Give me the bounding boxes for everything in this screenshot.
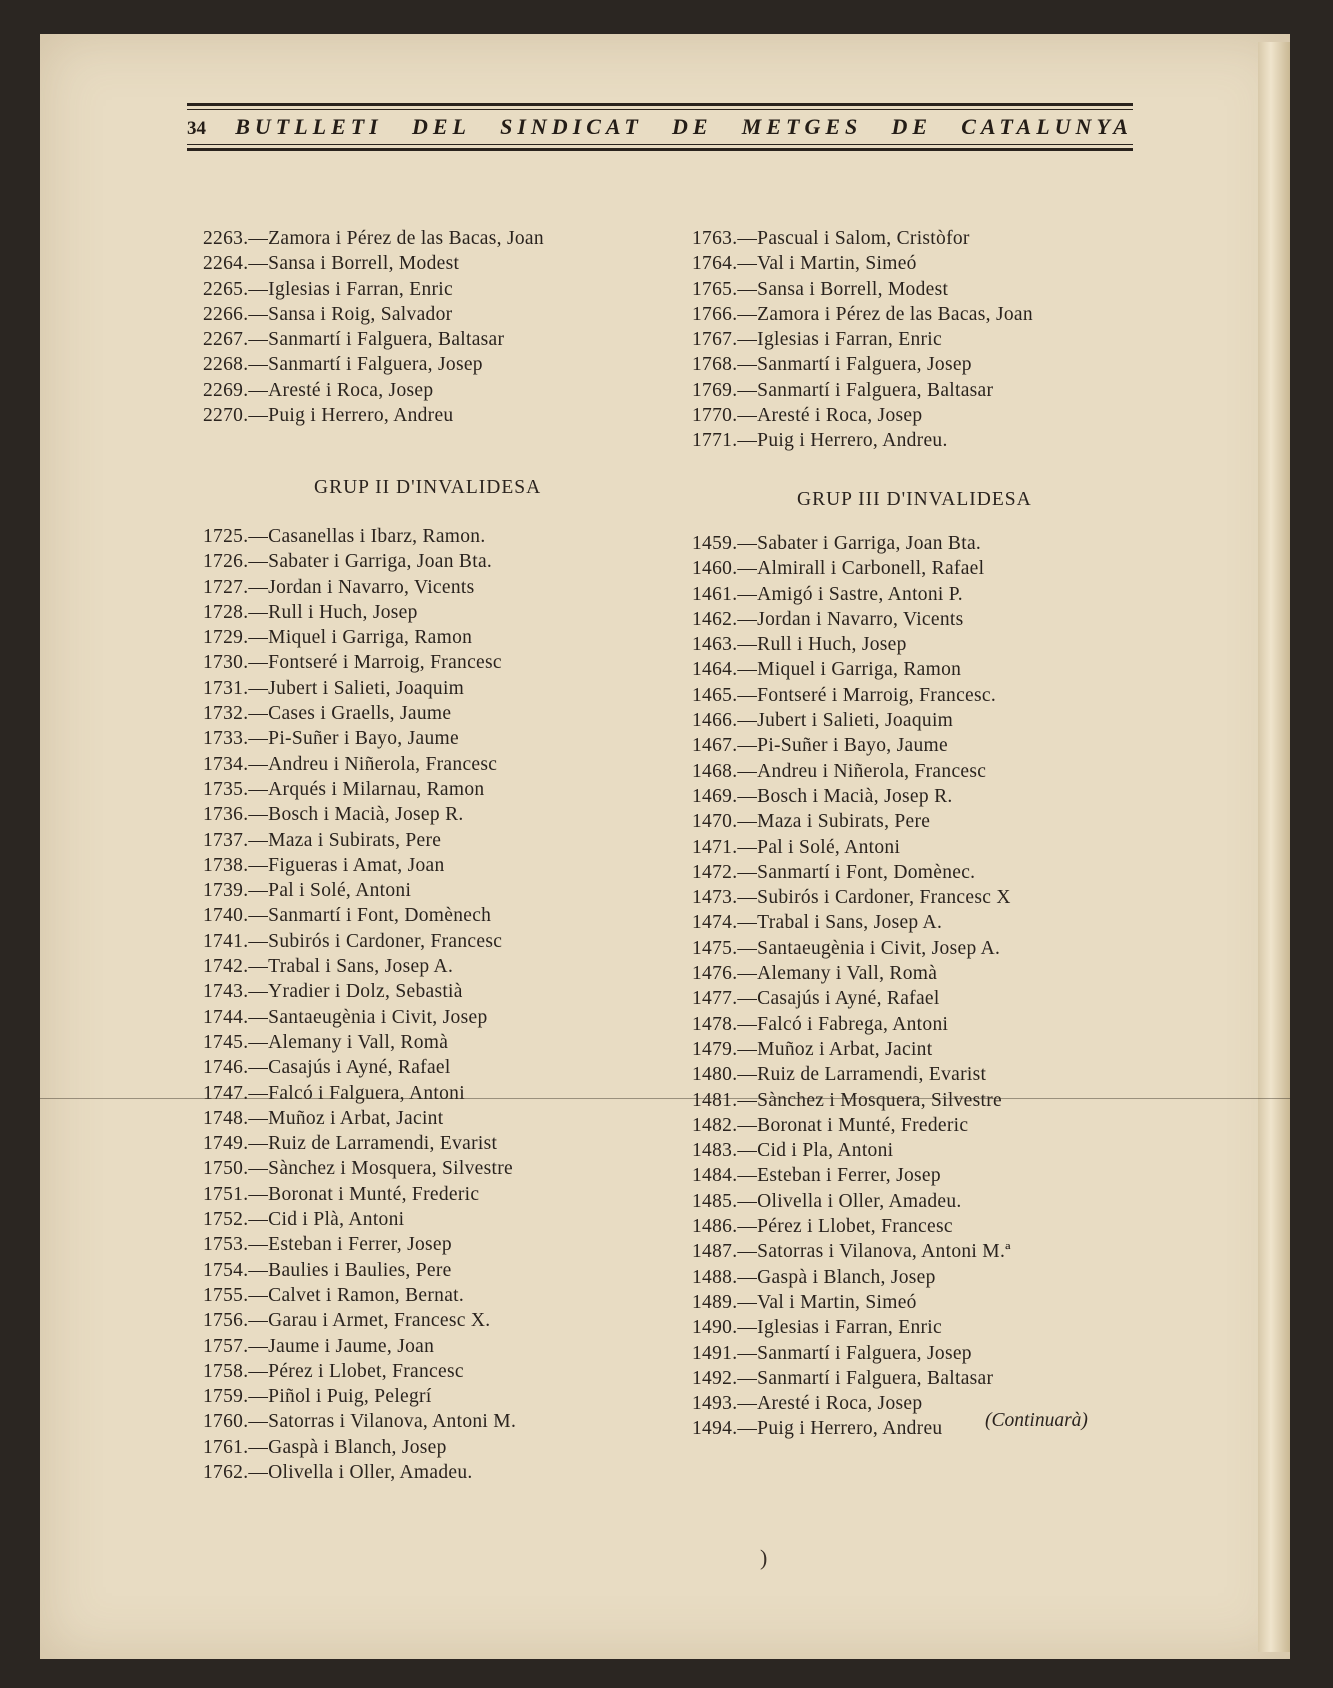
list-entry: 1462.—Jordan i Navarro, Vicents	[692, 608, 964, 630]
list-entry: 1472.—Sanmartí i Font, Domènec.	[692, 861, 976, 883]
header-word: BUTLLETI	[235, 114, 383, 139]
list-entry: 1747.—Falcó i Falguera, Antoni	[203, 1082, 465, 1104]
list-entry: 1746.—Casajús i Ayné, Rafael	[203, 1057, 451, 1079]
continuation-note: (Continuarà)	[985, 1410, 1088, 1431]
header-word: DE	[672, 114, 713, 139]
list-entry: 1749.—Ruiz de Larramendi, Evarist	[203, 1133, 498, 1155]
list-entry: 1489.—Val i Martin, Simeó	[692, 1291, 917, 1313]
list-entry: 1757.—Jaume i Jaume, Joan	[203, 1335, 435, 1357]
list-entry: 1731.—Jubert i Salieti, Joaquim	[203, 677, 465, 699]
list-entry: 1478.—Falcó i Fabrega, Antoni	[692, 1013, 949, 1035]
list-entry: 1471.—Pal i Solé, Antoni	[692, 836, 901, 858]
list-entry: 1741.—Subirós i Cardoner, Francesc	[203, 930, 503, 952]
list-entry: 1470.—Maza i Subirats, Pere	[692, 811, 931, 833]
list-entry: 1756.—Garau i Armet, Francesc X.	[203, 1310, 491, 1332]
header-title-row	[187, 110, 1133, 142]
list-entry: 1735.—Arqués i Milarnau, Ramon	[203, 778, 485, 800]
list-entry: 2270.—Puig i Herrero, Andreu	[203, 405, 454, 427]
list-entry: 2266.—Sansa i Roig, Salvador	[203, 303, 453, 325]
list-entry: 1737.—Maza i Subirats, Pere	[203, 829, 442, 851]
list-entry: 1480.—Ruiz de Larramendi, Evarist	[692, 1064, 987, 1086]
list-entry: 1730.—Fontseré i Marroig, Francesc	[203, 652, 502, 674]
list-entry: 1493.—Aresté i Roca, Josep	[692, 1393, 923, 1415]
list-entry: 1753.—Esteban i Ferrer, Josep	[203, 1234, 452, 1256]
list-entry: 1738.—Figueras i Amat, Joan	[203, 854, 445, 876]
list-entry: 1728.—Rull i Huch, Josep	[203, 601, 418, 623]
list-entry: 2265.—Iglesias i Farran, Enric	[203, 278, 453, 300]
list-entry: 1761.—Gaspà i Blanch, Josep	[203, 1436, 447, 1458]
list-entry: 1769.—Sanmartí i Falguera, Baltasar	[692, 379, 994, 401]
list-entry: 1484.—Esteban i Ferrer, Josep	[692, 1165, 941, 1187]
header-word: CATALUNYA	[961, 114, 1133, 139]
list-entry: 1745.—Alemany i Vall, Romà	[203, 1031, 449, 1053]
list-entry: 1767.—Iglesias i Farran, Enric	[692, 329, 942, 351]
list-entry: 2264.—Sansa i Borrell, Modest	[203, 253, 460, 275]
list-entry: 1750.—Sànchez i Mosquera, Silvestre	[203, 1158, 513, 1180]
header-word: DE	[891, 114, 933, 139]
list-entry: 1768.—Sanmartí i Falguera, Josep	[692, 354, 972, 376]
header-rule-bottom	[187, 144, 1133, 151]
list-entry: 1751.—Boronat i Munté, Frederic	[203, 1183, 480, 1205]
list-entry: 1487.—Satorras i Vilanova, Antoni M.ª	[692, 1241, 1011, 1263]
list-entry: 1736.—Bosch i Macià, Josep R.	[203, 804, 464, 826]
list-entry: 1754.—Baulies i Baulies, Pere	[203, 1259, 452, 1281]
list-entry: 1752.—Cid i Plà, Antoni	[203, 1209, 405, 1231]
page-number: 34	[187, 118, 206, 139]
group-2-title: GRUP II D'INVALIDESA	[314, 477, 542, 498]
list-entry: 1760.—Satorras i Vilanova, Antoni M.	[203, 1411, 517, 1433]
list-entry: 1466.—Jubert i Salieti, Joaquim	[692, 710, 954, 732]
header-word: DEL	[411, 114, 471, 139]
group-3-list	[692, 531, 1011, 1442]
list-entry: 1766.—Zamora i Pérez de las Bacas, Joan	[692, 303, 1033, 325]
list-entry: 1492.—Sanmartí i Falguera, Baltasar	[692, 1367, 994, 1389]
list-entry: 1485.—Olivella i Oller, Amadeu.	[692, 1190, 962, 1212]
header-word: SINDICAT	[500, 114, 643, 139]
list-entry: 1491.—Sanmartí i Falguera, Josep	[692, 1342, 972, 1364]
group-3-title: GRUP III D'INVALIDESA	[797, 489, 1032, 510]
list-entry: 1758.—Pérez i Llobet, Francesc	[203, 1360, 464, 1382]
list-entry: 1759.—Piñol i Puig, Pelegrí	[203, 1386, 432, 1408]
list-entry: 2267.—Sanmartí i Falguera, Baltasar	[203, 329, 505, 351]
footer-mark: )	[760, 1545, 768, 1570]
list-entry: 1467.—Pi-Suñer i Bayo, Jaume	[692, 735, 948, 757]
list-entry: 1473.—Subirós i Cardoner, Francesc X	[692, 887, 1011, 909]
list-entry: 1740.—Sanmartí i Font, Domènech	[203, 905, 492, 927]
list-entry: 1460.—Almirall i Carbonell, Rafael	[692, 558, 985, 580]
list-entry: 1744.—Santaeugènia i Civit, Josep	[203, 1006, 488, 1028]
list-entry: 1726.—Sabater i Garriga, Joan Bta.	[203, 551, 493, 573]
list-entry: 1464.—Miquel i Garriga, Ramon	[692, 659, 962, 681]
scan-artifact-line	[40, 1098, 1290, 1099]
list-entry: 1482.—Boronat i Munté, Frederic	[692, 1114, 969, 1136]
list-entry: 1461.—Amigó i Sastre, Antoni P.	[692, 583, 963, 605]
list-entry: 1755.—Calvet i Ramon, Bernat.	[203, 1284, 465, 1306]
list-entry: 1742.—Trabal i Sans, Josep A.	[203, 956, 454, 978]
list-entry: 1465.—Fontseré i Marroig, Francesc.	[692, 684, 997, 706]
list-entry: 1734.—Andreu i Niñerola, Francesc	[203, 753, 498, 775]
list-entry: 1763.—Pascual i Salom, Cristòfor	[692, 228, 970, 249]
list-entry: 1463.—Rull i Huch, Josep	[692, 634, 907, 656]
list-entry: 1743.—Yradier i Dolz, Sebastià	[203, 981, 463, 1003]
list-entry: 2263.—Zamora i Pérez de las Bacas, Joan	[203, 228, 544, 249]
list-entry: 1481.—Sànchez i Mosquera, Silvestre	[692, 1089, 1002, 1111]
list-entry: 1488.—Gaspà i Blanch, Josep	[692, 1266, 936, 1288]
header-rule-top	[187, 103, 1133, 110]
list-entry: 1739.—Pal i Solé, Antoni	[203, 880, 412, 902]
list-entry: 1733.—Pi-Suñer i Bayo, Jaume	[203, 728, 459, 750]
list-entry: 1459.—Sabater i Garriga, Joan Bta.	[692, 533, 982, 554]
list-entry: 1490.—Iglesias i Farran, Enric	[692, 1317, 942, 1339]
list-entry: 1770.—Aresté i Roca, Josep	[692, 405, 923, 427]
list-entry: 1762.—Olivella i Oller, Amadeu.	[203, 1461, 473, 1483]
list-entry: 1477.—Casajús i Ayné, Rafael	[692, 988, 940, 1010]
list-entry: 1468.—Andreu i Niñerola, Francesc	[692, 760, 987, 782]
list-entry: 1475.—Santaeugènia i Civit, Josep A.	[692, 937, 1001, 959]
list-entry: 1748.—Muñoz i Arbat, Jacint	[203, 1107, 444, 1129]
list-entry: 1483.—Cid i Pla, Antoni	[692, 1140, 894, 1162]
list-entry: 1469.—Bosch i Macià, Josep R.	[692, 785, 953, 807]
list-entry: 1486.—Pérez i Llobet, Francesc	[692, 1216, 953, 1238]
list-entry: 1479.—Muñoz i Arbat, Jacint	[692, 1038, 933, 1060]
group-2-list	[203, 524, 516, 1485]
right-top-list	[692, 226, 1033, 454]
list-entry: 1764.—Val i Martin, Simeó	[692, 253, 917, 275]
list-entry: 2269.—Aresté i Roca, Josep	[203, 379, 434, 401]
list-entry: 1494.—Puig i Herrero, Andreu	[692, 1418, 943, 1440]
list-entry: 1725.—Casanellas i Ibarz, Ramon.	[203, 526, 486, 547]
list-entry: 1771.—Puig i Herrero, Andreu.	[692, 430, 948, 452]
list-entry: 1727.—Jordan i Navarro, Vicents	[203, 576, 475, 598]
list-entry: 1474.—Trabal i Sans, Josep A.	[692, 912, 943, 934]
page-edge	[1258, 42, 1290, 1652]
left-top-list	[203, 226, 544, 428]
header-word: METGES	[741, 114, 863, 139]
list-entry: 1765.—Sansa i Borrell, Modest	[692, 278, 949, 300]
list-entry: 1476.—Alemany i Vall, Romà	[692, 963, 938, 985]
list-entry: 1732.—Cases i Graells, Jaume	[203, 703, 452, 725]
list-entry: 2268.—Sanmartí i Falguera, Josep	[203, 354, 483, 376]
running-header	[187, 103, 1133, 151]
list-entry: 1729.—Miquel i Garriga, Ramon	[203, 627, 473, 649]
